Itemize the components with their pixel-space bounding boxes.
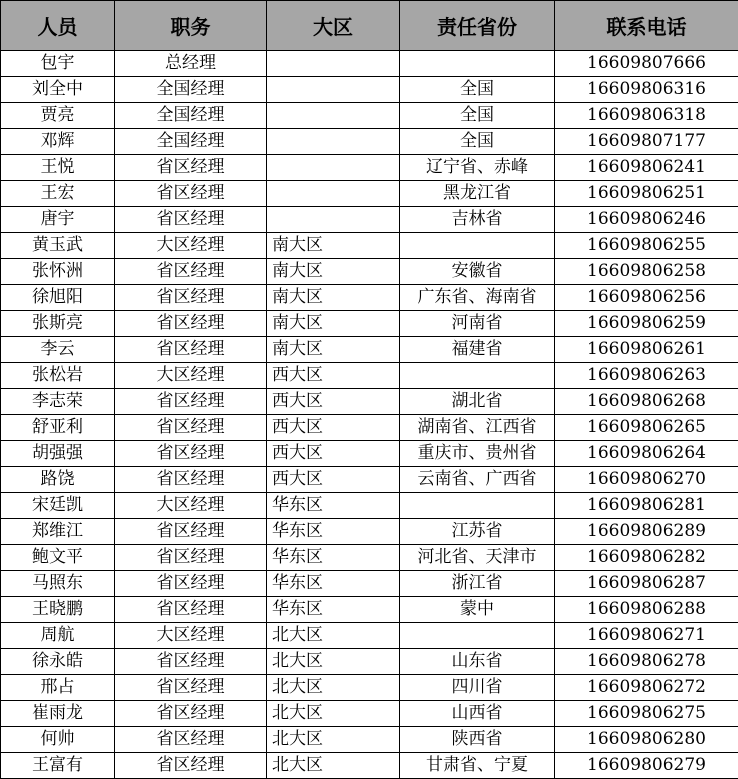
table-row: [1, 493, 738, 519]
name-cell: 王富有: [1, 753, 115, 779]
region-cell: 华东区: [267, 519, 400, 545]
phone-cell: 16609806275: [555, 701, 738, 727]
title-cell: 省区经理: [115, 701, 267, 727]
region-cell: 西大区: [267, 389, 400, 415]
name-cell: 刘全中: [1, 77, 115, 103]
title-cell: 省区经理: [115, 337, 267, 363]
region-cell: 北大区: [267, 623, 400, 649]
province-cell: 浙江省: [400, 571, 555, 597]
province-cell: 全国: [400, 129, 555, 155]
header-phone: 联系电话: [555, 1, 738, 51]
name-cell: 何帅: [1, 727, 115, 753]
phone-cell: 16609806272: [555, 675, 738, 701]
region-cell: 北大区: [267, 727, 400, 753]
region-cell: 西大区: [267, 415, 400, 441]
table-row: [1, 675, 738, 701]
name-cell: 张斯亮: [1, 311, 115, 337]
name-cell: 舒亚利: [1, 415, 115, 441]
header-row: [1, 1, 738, 51]
phone-cell: 16609806270: [555, 467, 738, 493]
province-cell: 山东省: [400, 649, 555, 675]
title-cell: 省区经理: [115, 675, 267, 701]
phone-cell: 16609806246: [555, 207, 738, 233]
province-cell: 蒙中: [400, 597, 555, 623]
phone-cell: 16609806318: [555, 103, 738, 129]
name-cell: 张松岩: [1, 363, 115, 389]
province-cell: 河北省、天津市: [400, 545, 555, 571]
province-cell: 吉林省: [400, 207, 555, 233]
province-cell: 安徽省: [400, 259, 555, 285]
header-province: 责任省份: [400, 1, 555, 51]
province-cell: 全国: [400, 77, 555, 103]
region-cell: [267, 51, 400, 77]
title-cell: 省区经理: [115, 181, 267, 207]
region-cell: 南大区: [267, 259, 400, 285]
table-row: [1, 519, 738, 545]
header-name: 人员: [1, 1, 115, 51]
title-cell: 省区经理: [115, 649, 267, 675]
table-row: [1, 363, 738, 389]
name-cell: 鲍文平: [1, 545, 115, 571]
name-cell: 包宇: [1, 51, 115, 77]
table-row: [1, 337, 738, 363]
region-cell: [267, 103, 400, 129]
table-row: [1, 727, 738, 753]
table-row: [1, 467, 738, 493]
table-row: [1, 207, 738, 233]
phone-cell: 16609806316: [555, 77, 738, 103]
region-cell: 北大区: [267, 675, 400, 701]
region-cell: 南大区: [267, 311, 400, 337]
name-cell: 张怀洲: [1, 259, 115, 285]
name-cell: 黄玉武: [1, 233, 115, 259]
title-cell: 省区经理: [115, 259, 267, 285]
phone-cell: 16609806241: [555, 155, 738, 181]
phone-cell: 16609806264: [555, 441, 738, 467]
table-row: [1, 155, 738, 181]
name-cell: 周航: [1, 623, 115, 649]
name-cell: 徐永皓: [1, 649, 115, 675]
region-cell: [267, 77, 400, 103]
table-row: [1, 415, 738, 441]
title-cell: 省区经理: [115, 727, 267, 753]
title-cell: 省区经理: [115, 597, 267, 623]
title-cell: 省区经理: [115, 415, 267, 441]
title-cell: 大区经理: [115, 363, 267, 389]
province-cell: [400, 623, 555, 649]
province-cell: 山西省: [400, 701, 555, 727]
phone-cell: 16609806261: [555, 337, 738, 363]
phone-cell: 16609806258: [555, 259, 738, 285]
name-cell: 邢占: [1, 675, 115, 701]
region-cell: 华东区: [267, 571, 400, 597]
table-row: [1, 285, 738, 311]
table-row: [1, 181, 738, 207]
phone-cell: 16609806289: [555, 519, 738, 545]
province-cell: [400, 51, 555, 77]
phone-cell: 16609806265: [555, 415, 738, 441]
province-cell: 湖南省、江西省: [400, 415, 555, 441]
province-cell: 云南省、广西省: [400, 467, 555, 493]
title-cell: 省区经理: [115, 571, 267, 597]
title-cell: 省区经理: [115, 545, 267, 571]
name-cell: 徐旭阳: [1, 285, 115, 311]
table-row: [1, 233, 738, 259]
title-cell: 省区经理: [115, 753, 267, 779]
phone-cell: 16609806256: [555, 285, 738, 311]
table-row: [1, 571, 738, 597]
province-cell: 湖北省: [400, 389, 555, 415]
region-cell: [267, 129, 400, 155]
table-row: [1, 753, 738, 779]
province-cell: [400, 363, 555, 389]
phone-cell: 16609806251: [555, 181, 738, 207]
title-cell: 大区经理: [115, 493, 267, 519]
province-cell: 重庆市、贵州省: [400, 441, 555, 467]
phone-cell: 16609806259: [555, 311, 738, 337]
table-row: [1, 129, 738, 155]
name-cell: 郑维江: [1, 519, 115, 545]
table-row: [1, 103, 738, 129]
phone-cell: 16609806279: [555, 753, 738, 779]
title-cell: 省区经理: [115, 519, 267, 545]
name-cell: 马照东: [1, 571, 115, 597]
title-cell: 全国经理: [115, 77, 267, 103]
name-cell: 李云: [1, 337, 115, 363]
header-region: 大区: [267, 1, 400, 51]
table-row: [1, 389, 738, 415]
title-cell: 省区经理: [115, 467, 267, 493]
phone-cell: 16609806278: [555, 649, 738, 675]
region-cell: 西大区: [267, 441, 400, 467]
name-cell: 邓辉: [1, 129, 115, 155]
phone-cell: 16609806271: [555, 623, 738, 649]
region-cell: 北大区: [267, 701, 400, 727]
phone-cell: 16609807666: [555, 51, 738, 77]
region-cell: 西大区: [267, 363, 400, 389]
province-cell: 甘肃省、宁夏: [400, 753, 555, 779]
phone-cell: 16609806263: [555, 363, 738, 389]
region-cell: 南大区: [267, 337, 400, 363]
name-cell: 崔雨龙: [1, 701, 115, 727]
province-cell: 江苏省: [400, 519, 555, 545]
region-cell: [267, 181, 400, 207]
region-cell: 华东区: [267, 493, 400, 519]
table-row: [1, 311, 738, 337]
table-row: [1, 259, 738, 285]
title-cell: 全国经理: [115, 103, 267, 129]
region-cell: 南大区: [267, 233, 400, 259]
province-cell: [400, 233, 555, 259]
phone-cell: 16609806288: [555, 597, 738, 623]
name-cell: 王晓鹏: [1, 597, 115, 623]
table-header: [1, 1, 738, 51]
province-cell: 广东省、海南省: [400, 285, 555, 311]
table-body: [1, 51, 738, 779]
title-cell: 省区经理: [115, 441, 267, 467]
region-cell: 西大区: [267, 467, 400, 493]
province-cell: 河南省: [400, 311, 555, 337]
name-cell: 路饶: [1, 467, 115, 493]
header-title: 职务: [115, 1, 267, 51]
region-cell: 南大区: [267, 285, 400, 311]
phone-cell: 16609806268: [555, 389, 738, 415]
name-cell: 李志荣: [1, 389, 115, 415]
table-row: [1, 597, 738, 623]
region-cell: [267, 207, 400, 233]
province-cell: 全国: [400, 103, 555, 129]
title-cell: 省区经理: [115, 311, 267, 337]
name-cell: 王宏: [1, 181, 115, 207]
table-row: [1, 545, 738, 571]
table-row: [1, 701, 738, 727]
province-cell: [400, 493, 555, 519]
table-row: [1, 77, 738, 103]
province-cell: 四川省: [400, 675, 555, 701]
name-cell: 胡强强: [1, 441, 115, 467]
name-cell: 唐宇: [1, 207, 115, 233]
table-row: [1, 51, 738, 77]
table-row: [1, 441, 738, 467]
phone-cell: 16609806280: [555, 727, 738, 753]
title-cell: 省区经理: [115, 155, 267, 181]
province-cell: 黑龙江省: [400, 181, 555, 207]
region-cell: [267, 155, 400, 181]
phone-cell: 16609806287: [555, 571, 738, 597]
region-cell: 北大区: [267, 649, 400, 675]
title-cell: 大区经理: [115, 233, 267, 259]
title-cell: 全国经理: [115, 129, 267, 155]
name-cell: 贾亮: [1, 103, 115, 129]
region-cell: 华东区: [267, 597, 400, 623]
table-row: [1, 623, 738, 649]
region-cell: 华东区: [267, 545, 400, 571]
region-cell: 北大区: [267, 753, 400, 779]
province-cell: 福建省: [400, 337, 555, 363]
table-row: [1, 649, 738, 675]
phone-cell: 16609806281: [555, 493, 738, 519]
name-cell: 宋廷凯: [1, 493, 115, 519]
name-cell: 王悦: [1, 155, 115, 181]
title-cell: 省区经理: [115, 285, 267, 311]
province-cell: 辽宁省、赤峰: [400, 155, 555, 181]
province-cell: 陕西省: [400, 727, 555, 753]
title-cell: 大区经理: [115, 623, 267, 649]
title-cell: 省区经理: [115, 207, 267, 233]
phone-cell: 16609806282: [555, 545, 738, 571]
title-cell: 总经理: [115, 51, 267, 77]
title-cell: 省区经理: [115, 389, 267, 415]
phone-cell: 16609806255: [555, 233, 738, 259]
phone-cell: 16609807177: [555, 129, 738, 155]
